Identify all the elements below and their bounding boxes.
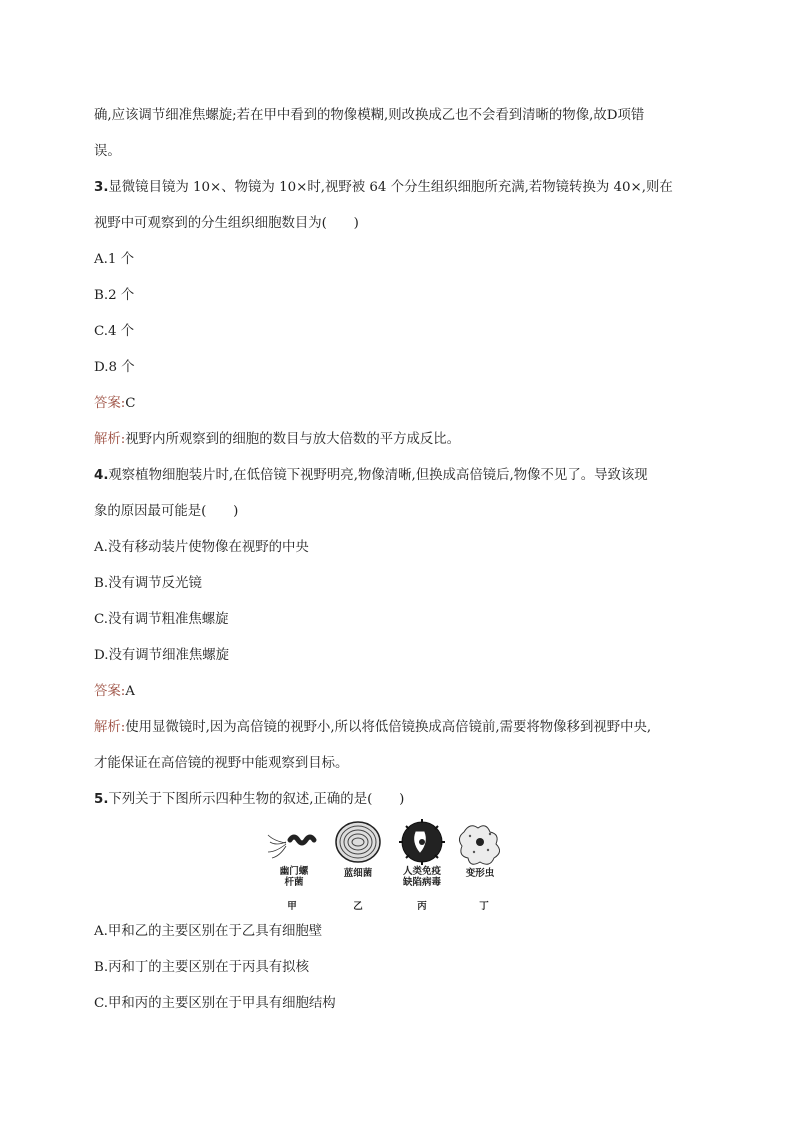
amoeba-illustration: [459, 826, 499, 865]
explanation-text: 视野内所观察到的细胞的数目与放大倍数的平方成反比。: [125, 432, 461, 447]
label-line: 缺陷病毒: [402, 877, 441, 888]
question-text: 下列关于下图所示四种生物的叙述,正确的是( ): [108, 792, 405, 807]
cyanobacterium-label: 蓝细菌: [343, 868, 373, 879]
question-3: [94, 178, 714, 198]
hiv-label: [396, 866, 448, 888]
option-c: C.甲和丙的主要区别在于甲具有细胞结构: [94, 996, 336, 1011]
label-jia: 甲: [287, 901, 297, 912]
option-d: D.8 个: [94, 360, 135, 375]
amoeba-label: 变形虫: [465, 868, 495, 879]
question-number: 4.: [94, 468, 109, 483]
explanation-label: 解析:: [94, 720, 126, 735]
option-b: B.2 个: [94, 288, 135, 303]
explanation-text: 才能保证在高倍镜的视野中能观察到目标。: [94, 756, 349, 771]
text-line: 误。: [94, 144, 121, 159]
answer-label: 答案:: [94, 684, 126, 699]
question-text: 显微镜目镜为 10×、物镜为 10×时,视野被 64 个分生组织细胞所充满,若物镜转换为 40×,则在: [108, 180, 673, 195]
option-b: B.没有调节反光镜: [94, 576, 202, 591]
organisms-figure: [256, 818, 536, 916]
helicobacter-illustration: [268, 835, 314, 858]
option-b: B.丙和丁的主要区别在于丙具有拟核: [94, 960, 309, 975]
cyanobacterium-illustration: [336, 822, 380, 862]
text-line: 确,应该调节细准焦螺旋;若在甲中看到的物像模糊,则改换成乙也不会看到清晰的物像,故D项错: [94, 108, 645, 123]
explanation-label: 解析:: [94, 432, 126, 447]
label-line: 杆菌: [284, 877, 304, 888]
explanation: [94, 430, 714, 450]
explanation-text: 使用显微镜时,因为高倍镜的视野小,所以将低倍镜换成高倍镜前,需要将物像移到视野中央,: [125, 720, 652, 735]
question-text: 象的原因最可能是( ): [94, 504, 239, 519]
question-text: 视野中可观察到的分生组织细胞数目为( ): [94, 216, 359, 231]
answer-value: A: [125, 684, 135, 699]
answer-label: 答案:: [94, 396, 126, 411]
option-d: D.没有调节细准焦螺旋: [94, 648, 230, 663]
question-number: 5.: [94, 792, 109, 807]
option-a: A.没有移动装片使物像在视野的中央: [94, 540, 309, 555]
label-line: 人类免疫: [402, 866, 441, 877]
hiv-illustration: [399, 819, 445, 865]
question-5: [94, 790, 714, 810]
answer: [94, 394, 714, 414]
answer-value: C: [125, 396, 136, 411]
question-number: 3.: [94, 180, 109, 195]
label-yi: 乙: [353, 901, 363, 912]
question-4: [94, 466, 714, 486]
label-bing: 丙: [417, 901, 427, 912]
option-c: C.4 个: [94, 324, 135, 339]
label-line: 幽门螺: [279, 866, 309, 877]
question-text: 观察植物细胞装片时,在低倍镜下视野明亮,物像清晰,但换成高倍镜后,物像不见了。导致该现: [108, 468, 648, 483]
label-ding: 丁: [479, 901, 489, 912]
option-a: A.甲和乙的主要区别在于乙具有细胞壁: [94, 924, 323, 939]
option-c: C.没有调节粗准焦螺旋: [94, 612, 229, 627]
option-a: A.1 个: [94, 252, 135, 267]
helicobacter-label: [274, 866, 314, 888]
explanation: [94, 718, 714, 738]
answer: [94, 682, 714, 702]
